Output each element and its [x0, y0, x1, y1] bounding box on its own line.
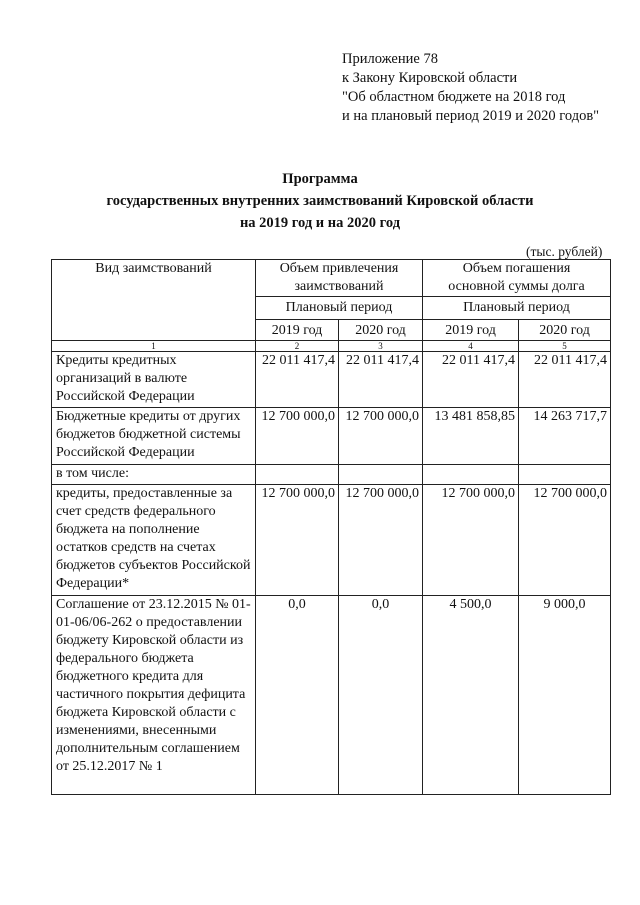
- row-value-raise-2020: 12 700 000,0: [339, 485, 423, 596]
- table-row: [52, 485, 611, 596]
- column-number-row: [52, 341, 611, 352]
- row-name: Кредиты кредитных организаций в валюте Российской Федерации: [52, 352, 256, 408]
- header-raise-volume: Объем привлечения заимствований: [256, 260, 423, 297]
- row-value-repay-2020: [519, 465, 611, 485]
- header-planned-period-raise: Плановый период: [256, 297, 423, 320]
- row-value-raise-2020: 12 700 000,0: [339, 408, 423, 465]
- row-value-raise-2020: 22 011 417,4: [339, 352, 423, 408]
- row-value-repay-2019: 13 481 858,85: [423, 408, 519, 465]
- row-value-raise-2019: [256, 465, 339, 485]
- units-label: (тыс. рублей): [526, 244, 603, 259]
- column-number: 5: [519, 341, 611, 352]
- header-year-2020-raise: 2020 год: [339, 320, 423, 341]
- header-year-2020-repay: 2020 год: [519, 320, 611, 341]
- row-value-repay-2019: 12 700 000,0: [423, 485, 519, 596]
- row-value-repay-2020: 12 700 000,0: [519, 485, 611, 596]
- appendix-header: [342, 50, 599, 126]
- title-line-3: на 2019 год и на 2020 год: [239, 215, 401, 231]
- appendix-law-title-2: и на плановый период 2019 и 2020 годов": [342, 108, 600, 124]
- row-value-repay-2019: [423, 465, 519, 485]
- row-value-raise-2020: [339, 465, 423, 485]
- row-value-raise-2019: 22 011 417,4: [256, 352, 339, 408]
- appendix-number: Приложение 78: [342, 51, 438, 67]
- appendix-law-title-1: "Об областном бюджете на 2018 год: [342, 89, 566, 105]
- header-planned-period-repay: Плановый период: [423, 297, 611, 320]
- table-row: [52, 408, 611, 465]
- table-header-row: [52, 260, 611, 297]
- header-year-2019-raise: 2019 год: [256, 320, 339, 341]
- row-value-repay-2019: 4 500,0: [423, 596, 519, 795]
- row-name: в том числе:: [52, 465, 256, 485]
- appendix-law-ref: к Закону Кировской области: [342, 70, 518, 86]
- borrowing-program-table: [51, 259, 611, 795]
- header-borrowing-type: Вид заимствований: [52, 260, 256, 341]
- column-number: 4: [423, 341, 519, 352]
- row-value-raise-2020: 0,0: [339, 596, 423, 795]
- row-value-raise-2019: 12 700 000,0: [256, 485, 339, 596]
- column-number: 2: [256, 341, 339, 352]
- header-repay-volume: Объем погашения основной суммы долга: [423, 260, 611, 297]
- row-value-repay-2020: 9 000,0: [519, 596, 611, 795]
- title-line-1: Программа: [282, 171, 358, 187]
- row-name: Соглашение от 23.12.2015 № 01-01-06/06-262 о предоставлении бюджету Кировской области из федерального бюджета бюджетного кредита для частичного покрытия дефицита бюджета Кировской области с изменениями, внесенными дополнительным соглашением от 25.12.2017 № 1: [52, 596, 256, 795]
- table-row: [52, 596, 611, 795]
- title-line-2: государственных внутренних заимствований Кировской области: [106, 193, 534, 209]
- document-title: [0, 168, 640, 234]
- row-value-raise-2019: 0,0: [256, 596, 339, 795]
- row-value-repay-2020: 22 011 417,4: [519, 352, 611, 408]
- row-value-repay-2020: 14 263 717,7: [519, 408, 611, 465]
- column-number: 3: [339, 341, 423, 352]
- header-year-2019-repay: 2019 год: [423, 320, 519, 341]
- row-value-raise-2019: 12 700 000,0: [256, 408, 339, 465]
- table-row: [52, 352, 611, 408]
- table-row: [52, 465, 611, 485]
- row-name: кредиты, предоставленные за счет средств федерального бюджета на пополнение остатков средств на счетах бюджетов субъектов Российской Федерации*: [52, 485, 256, 596]
- row-name: Бюджетные кредиты от других бюджетов бюджетной системы Российской Федерации: [52, 408, 256, 465]
- column-number: 1: [52, 341, 256, 352]
- row-value-repay-2019: 22 011 417,4: [423, 352, 519, 408]
